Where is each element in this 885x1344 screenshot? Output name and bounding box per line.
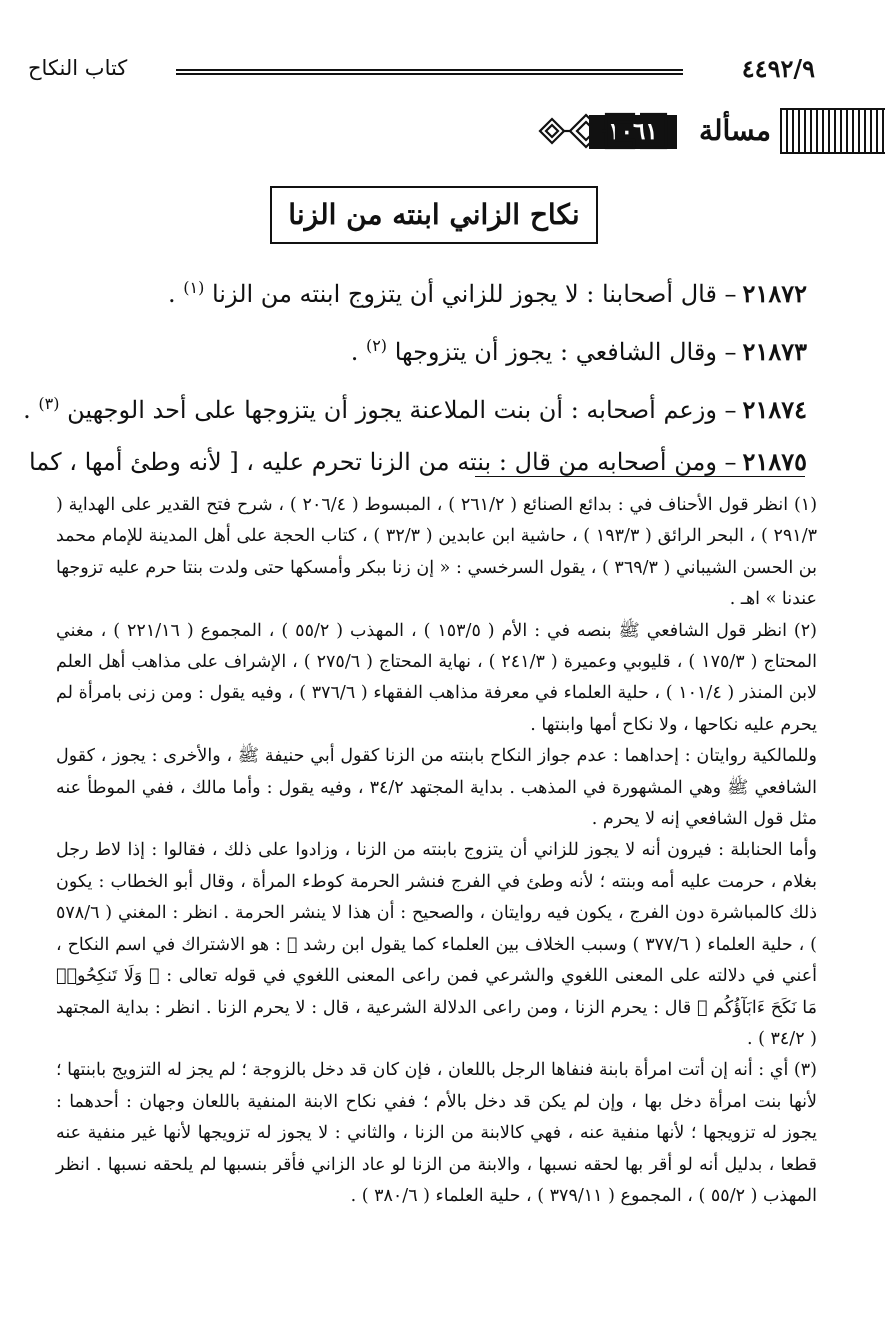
paragraph [23,378,807,436]
page-number: ٤٤٩٢/٩ [741,54,815,83]
masala-band [530,108,885,154]
paragraph [52,320,807,378]
paragraph-tail: . [350,338,366,366]
paragraph-text: – قال أصحابنا : لا يجوز للزاني أن يتزوج ابنته من الزنا [211,280,737,308]
book-title: كتاب النكاح [28,56,128,80]
footnote: (١) انظر قول الأحناف في : بدائع الصنائع ( ٢٦١/٢ ) ، المبسوط ( ٢٠٦/٤ ) ، شرح فتح القدير على الهداية ( ٢٩١/٣ ) ، البحر الرائق ( ١٩٣/٣ ) ، حاشية ابن عابدين ( ٣٢/٣ ) ، كتاب الحجة على أهل المدينة للإمام محمد بن الحسن الشيباني ( ٣٦٩/٣ ) ، يقول السرخسي : « إن زنا ببكر وأمسكها حتى ولدت بنتا حرم عليه تزوجها عندنا » اهـ . [56,495,818,610]
footnote: وللمالكية روايتان : إحداهما : عدم جواز النكاح بابنته من الزنا كقول أبي حنيفة ﷺ ، والأخرى : يجوز ، كقول الشافعي ﷺ وهي المشهورة في المذهب . بداية المجتهد ٣٤/٢ ، وفيه يقول : وأما مالك ، ففي الموطأ عنه مثل قول الشافعي إنه لا يحرم . [56,746,817,830]
running-header [28,52,815,92]
masala-number: ١٠٦١ [589,115,677,149]
paragraph-number: ٢١٨٧٤ [742,395,807,424]
main-text [23,262,807,488]
paragraph [28,436,807,488]
paragraph-number: ٢١٨٧٢ [742,279,807,308]
footnotes [56,490,817,1212]
paragraph-number: ٢١٨٧٥ [742,447,807,476]
paragraph-text: – وزعم أصحابه : أن بنت الملاعنة يجوز أن يتزوجها على أحد الوجهين [67,396,737,424]
header-rule [176,69,683,75]
masala-label: مسألة [698,114,771,147]
masala-bars-ornament [780,108,885,154]
paragraph-tail: . [23,396,39,424]
paragraph-number: ٢١٨٧٣ [742,337,807,366]
footnote-marker: (١) [183,278,205,297]
knot-ornament-icon [530,108,670,154]
paragraph-text: – وقال الشافعي : يجوز أن يتزوجها [394,338,737,366]
footnote-marker: (٢) [365,336,388,355]
footnote: (٢) انظر قول الشافعي ﷺ بنصه في : الأم ( ١٥٣/٥ ) ، المهذب ( ٥٥/٢ ) ، المجموع ( ٢٢١/١٦ ) ، مغني المحتاج ( ١٧٥/٣ ) ، قليوبي وعميرة ( ٢٤١/٣ ) ، نهاية المحتاج ( ٢٧٥/٦ ) ، الإشراف على مذاهب أهل العلم لابن المنذر ( ١٠١/٤ ) ، حلية العلماء في معرفة مذاهب الفقهاء ( ٣٧٦/٦ ) ، وفيه يقول : ومن زنى بامرأة لم يحرم عليه نكاحها ، ولا نكاح أمها وابنتها . [56,620,817,735]
footnote-separator [475,476,805,477]
footnote-marker: (٣) [38,394,60,413]
paragraph-text: – ومن أصحابه من قال : بنته من الزنا تحرم عليه ، [ لأنه وطئ أمها ، كما [28,448,737,476]
paragraph [52,262,807,320]
footnote: (٣) أي : أنه إن أتت امرأة بابنة فنفاها الرجل باللعان ، فإن كان قد دخل بالزوجة ؛ لم يجز له التزويج بابنتها ؛ لأنها بنت امرأة دخل بها ، وإن لم يكن قد دخل بالأم ؛ ففي نكاح الابنة المنفية باللعان وجهان : أحدهما : يجوز له تزويجها ؛ لأنها منفية عنه ، فهي كالابنة من الزنا ، والثاني : لا يجوز له تزويجها لأنها غير منفية عنه قطعا ، بدليل أنه لو أقر بها لحقه نسبها ، والابنة من الزنا لو عاد الزاني فأقر بنسبها لم يلحقه نسبها . انظر المهذب ( ٥٥/٢ ) ، المجموع ( ٣٧٩/١١ ) ، حلية العلماء ( ٣٨٠/٦ ) . [56,1060,817,1206]
chapter-title: نكاح الزاني ابنته من الزنا [270,186,598,244]
footnote: وأما الحنابلة : فيرون أنه لا يجوز للزاني أن يتزوج بابنته من الزنا ، وزادوا على ذلك ، فقالوا : إذا لاط رجل بغلام ، حرمت عليه أمه وبنته ؛ لأنه وطئ في الفرج فنشر الحرمة كوطء المرأة ، وقال أبو الخطاب : يكون ذلك كالمباشرة دون الفرج ، يكون فيه روايتان ، والصحيح : أن هذا لا ينشر الحرمة . انظر : المغني ( ٥٧٨/٦ ) ، حلية العلماء ( ٣٧٧/٦ ) وسبب الخلاف بين العلماء كما يقول ابن رشد ﷺ : هو الاشتراك في اسم النكاح ، أعني في دلالته على المعنى اللغوي والشرعي فمن راعى المعنى اللغوي في قوله تعالى : ﴿ وَلَا تَنكِحُوا۟ مَا نَكَحَ ءَابَآؤُكُم ﴾ قال : يحرم الزنا ، ومن راعى الدلالة الشرعية ، قال : لا يحرم الزنا . انظر : بداية المجتهد ( ٣٤/٢ ) . [56,840,817,1049]
paragraph-tail: . [167,280,184,308]
